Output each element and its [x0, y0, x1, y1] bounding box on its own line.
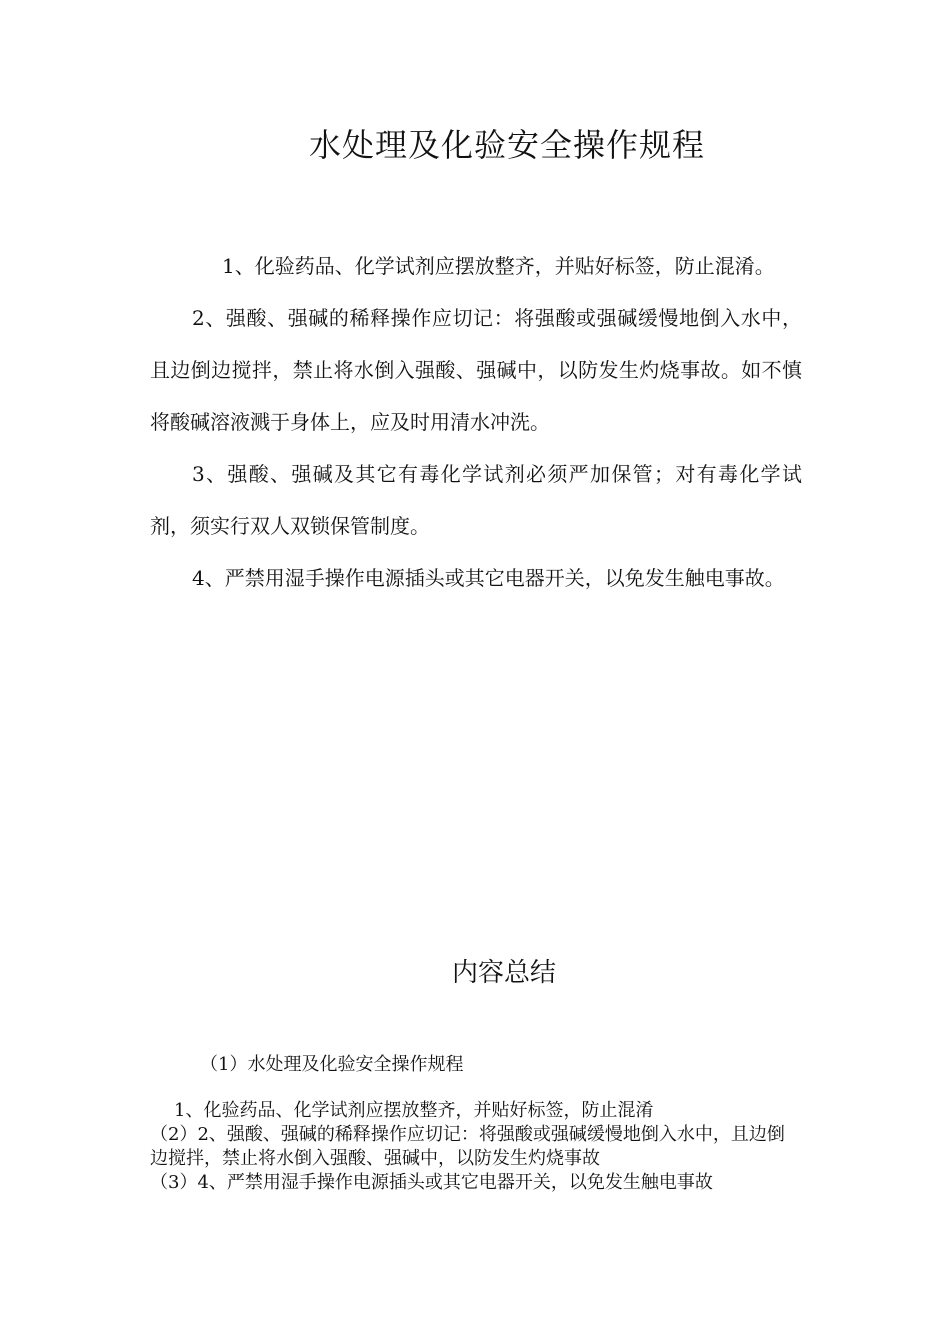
summary-body — [150, 1099, 800, 1195]
paragraph-2: 2、强酸、强碱的稀释操作应切记：将强酸或强碱缓慢地倒入水中，且边倒边搅拌，禁止将水倒入强酸、强碱中，以防发生灼烧事故。如不慎将酸碱溶液溅于身体上，应及时用清水冲洗。 — [150, 306, 802, 434]
paragraph-4: 4、严禁用湿手操作电源插头或其它电器开关，以免发生触电事故。 — [192, 566, 785, 590]
summary-heading: （1）水处理及化验安全操作规程 — [200, 1054, 464, 1075]
paragraph-3: 3、强酸、强碱及其它有毒化学试剂必须严加保管；对有毒化学试剂，须实行双人双锁保管制度。 — [150, 462, 802, 538]
summary-line-1: 1、化验药品、化学试剂应摆放整齐，并贴好标签，防止混淆 — [174, 1100, 654, 1121]
paragraph-1: 1、化验药品、化学试剂应摆放整齐，并贴好标签，防止混淆。 — [222, 254, 775, 278]
document-body — [150, 240, 802, 604]
summary-line-2: （2）2、强酸、强碱的稀释操作应切记：将强酸或强碱缓慢地倒入水中，且边倒边搅拌，禁止将水倒入强酸、强碱中，以防发生灼烧事故 — [150, 1124, 785, 1169]
summary-title: 内容总结 — [451, 958, 556, 988]
document-title: 水处理及化验安全操作规程 — [308, 126, 705, 164]
summary-line-3: （3）4、严禁用湿手操作电源插头或其它电器开关，以免发生触电事故 — [150, 1172, 713, 1193]
